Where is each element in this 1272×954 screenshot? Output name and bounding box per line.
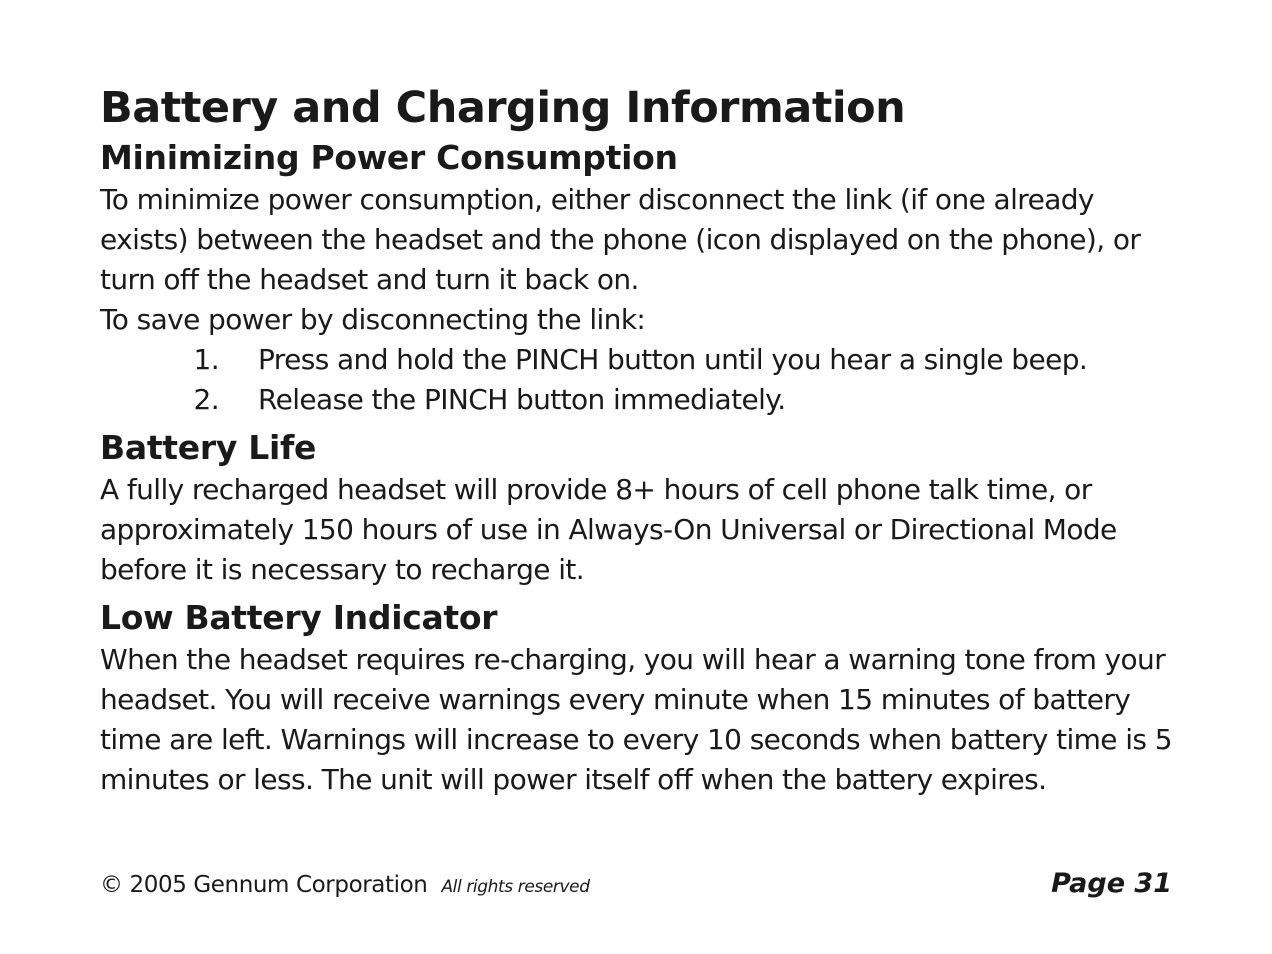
page-title: Battery and Charging Information — [100, 83, 906, 133]
page-footer — [100, 868, 1172, 904]
paragraph: To save power by disconnecting the link: — [100, 303, 646, 336]
section-heading: Low Battery Indicator — [100, 598, 498, 637]
step-number: 1. — [193, 343, 219, 376]
section-heading: Minimizing Power Consumption — [100, 138, 678, 177]
copyright-text: © 2005 Gennum Corporation — [100, 872, 428, 898]
paragraph: When the headset requires re-charging, you will hear a warning tone from your headset. You will receive warnings every minute when 15 minutes of battery time are left. Warnings will increase to every 10 seconds when battery time is 5 minutes or less. The unit will power itself off when the battery expires. — [100, 643, 1172, 796]
list-item — [100, 340, 1180, 380]
paragraph: A fully recharged headset will provide 8+ hours of cell phone talk time, or approximately 150 hours of use in Always-On Universal or Directional Mode before it is necessary to recharge it. — [100, 473, 1117, 586]
steps-list — [100, 340, 1180, 420]
section-heading: Battery Life — [100, 428, 317, 467]
step-text: Press and hold the PINCH button until you hear a single beep. — [258, 343, 1088, 376]
document-page — [100, 80, 1180, 800]
step-number: 2. — [193, 383, 219, 416]
step-text: Release the PINCH button immediately. — [258, 383, 786, 416]
section-low-battery — [100, 596, 1180, 800]
page-number: Page 31 — [1051, 868, 1172, 899]
section-battery-life — [100, 426, 1180, 590]
paragraph: To minimize power consumption, either disconnect the link (if one already exists) between the headset and the phone (icon displayed on the phone), or turn off the headset and turn it back on. — [100, 183, 1141, 296]
rights-text: All rights reserved — [441, 877, 590, 897]
section-minimizing-power — [100, 136, 1180, 420]
list-item — [100, 380, 1180, 420]
